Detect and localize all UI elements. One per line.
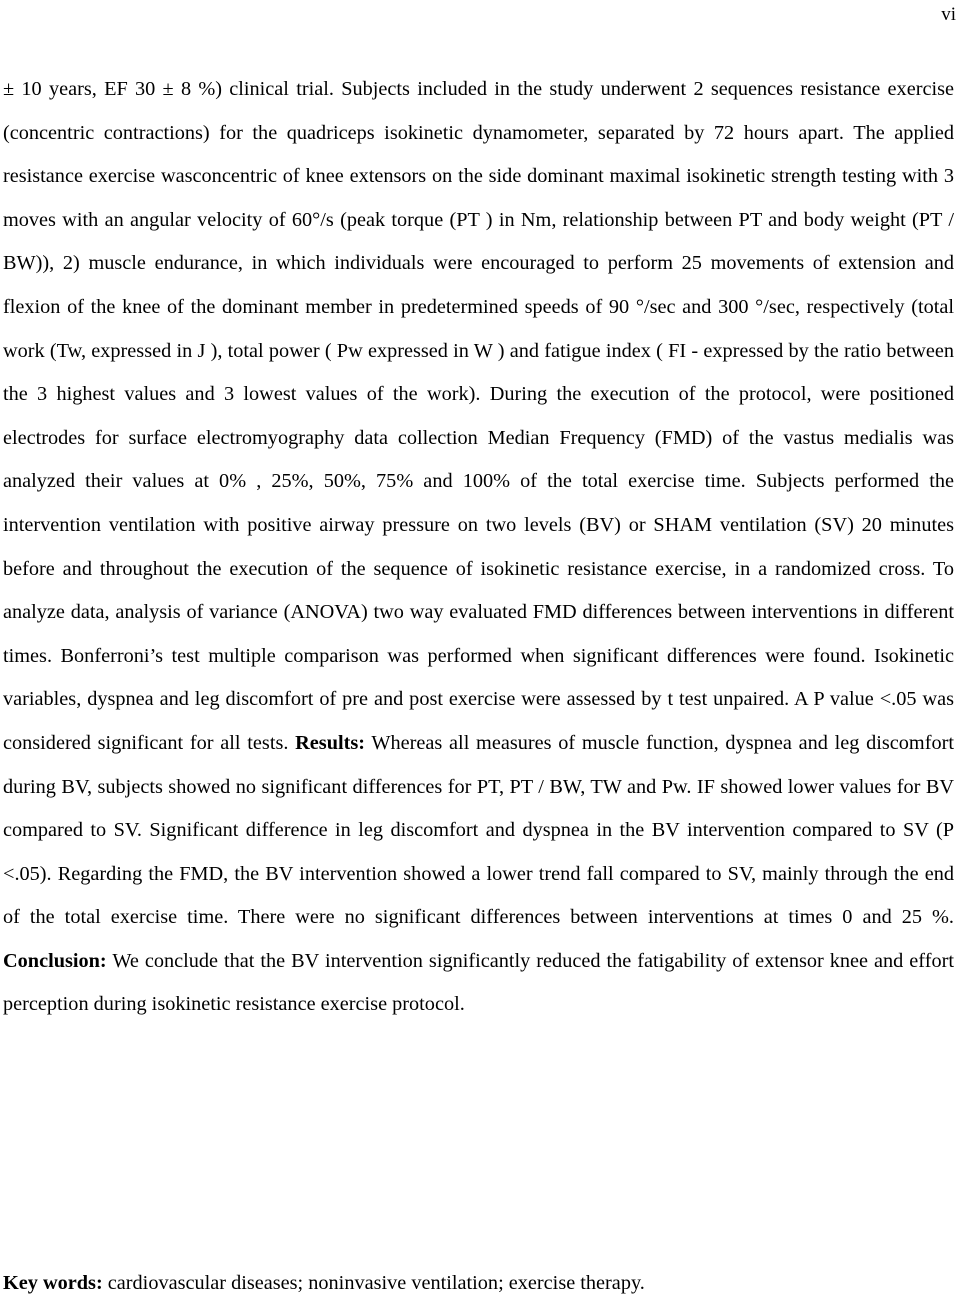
keywords-line bbox=[3, 1267, 954, 1299]
methods-text: ± 10 years, EF 30 ± 8 %) clinical trial. Subjects included in the study underwent 2 sequences resistance exercise (concentric contractions) for the quadriceps isokinetic dynamometer, separated by 72 hours apart. The applied resistance exercise wasconcentric of knee extensors on the side dominant maximal isokinetic strength testing with 3 moves with an angular velocity of 60°/s (peak torque (PT ) in Nm, relationship between PT and body weight (PT / BW)), 2) muscle endurance, in which individuals were encouraged to perform 25 movements of extension and flexion of the knee of the dominant member in predetermined speeds of 90 °/sec and 300 °/sec, respectively (total work (Tw, expressed in J ), total power ( Pw expressed in W ) and fatigue index ( FI - expressed by the ratio between the 3 highest values and 3 lowest values of the work). During the execution of the protocol, were positioned electrodes for surface electromyography data collection Median Frequency (FMD) of the vastus medialis was analyzed their values at 0% , 25%, 50%, 75% and 100% of the total exercise time. Subjects performed the intervention ventilation with positive airway pressure on two levels (BV) or SHAM ventilation (SV) 20 minutes before and throughout the execution of the sequence of isokinetic resistance exercise, in a randomized cross. To analyze data, analysis of variance (ANOVA) two way evaluated FMD differences between interventions in different times. Bonferroni’s test multiple comparison was performed when significant differences were found. Isokinetic variables, dyspnea and leg discomfort of pre and post exercise were assessed by t test unpaired. A P value <.05 was considered significant for all tests. bbox=[3, 78, 954, 754]
page-number: vi bbox=[941, 4, 956, 25]
results-text: Whereas all measures of muscle function, dyspnea and leg discomfort during BV, subjects showed no significant differences for PT, PT / BW, TW and Pw. IF showed lower values for BV compared to SV. Significant difference in leg discomfort and dyspnea in the BV intervention compared to SV (P <.05). Regarding the FMD, the BV intervention showed a lower trend fall compared to SV, mainly through the end of the total exercise time. There were no significant differences between interventions at times 0 and 25 %. bbox=[3, 731, 954, 929]
keywords-text: cardiovascular diseases; noninvasive ventilation; exercise therapy. bbox=[107, 1272, 645, 1294]
conclusion-text: We conclude that the BV intervention significantly reduced the fatigability of extensor knee and effort perception during isokinetic resistance exercise protocol. bbox=[3, 949, 954, 1016]
keywords-label: Key words: bbox=[3, 1272, 103, 1294]
results-label: Results: bbox=[295, 731, 366, 754]
conclusion-label: Conclusion: bbox=[3, 949, 107, 972]
abstract-paragraph bbox=[3, 68, 954, 1027]
